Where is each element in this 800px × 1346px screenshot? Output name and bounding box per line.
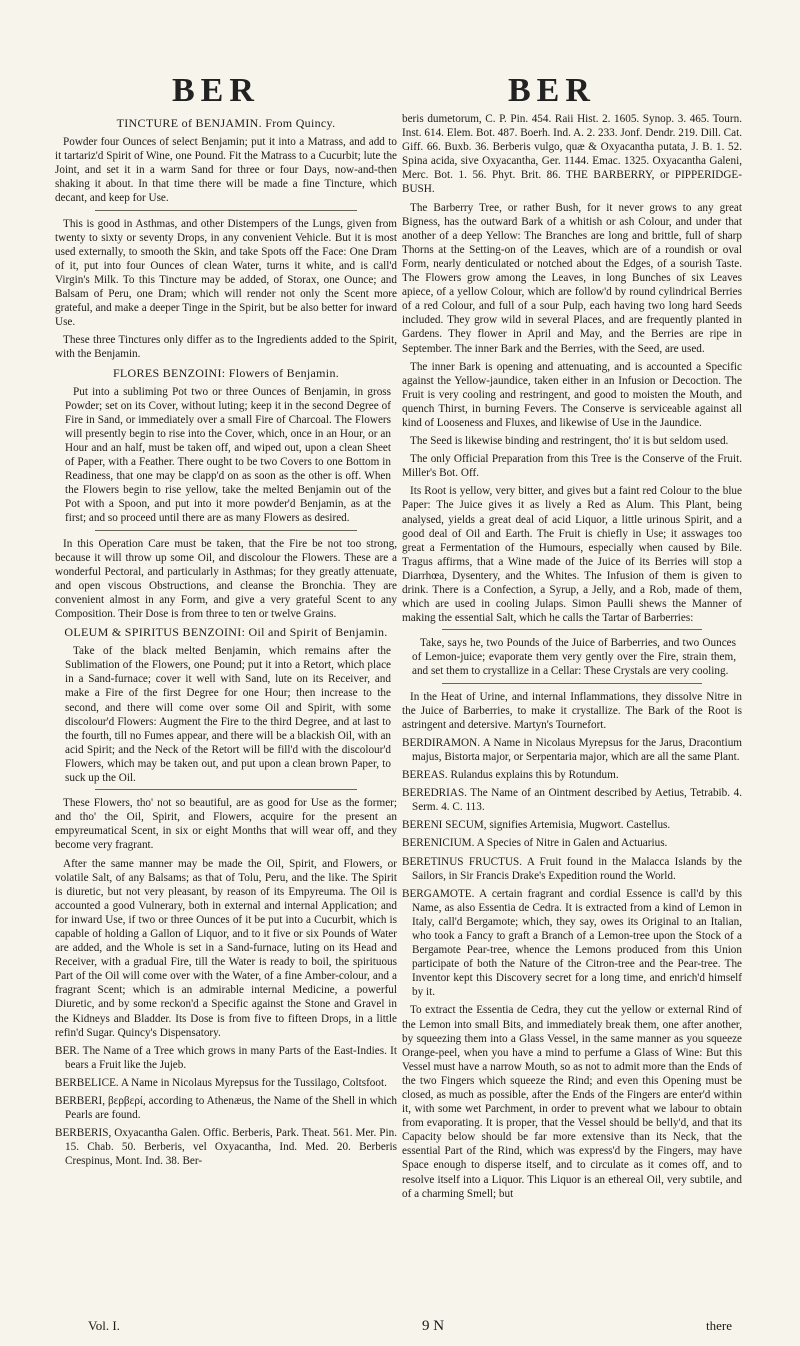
section-rule <box>95 789 357 790</box>
section-heading: OLEUM & SPIRITUS BENZOINI: Oil and Spirit of Benjamin. <box>64 625 388 640</box>
dictionary-entry: BEREAS. Rulandus explains this by Rotundum. <box>402 769 619 782</box>
section-rule <box>442 683 702 684</box>
dictionary-entry: BER. The Name of a Tree which grows in many Parts of the East-Indies. It bears a Fruit like the Jujeb. <box>55 1044 397 1071</box>
dictionary-entry: BERBELICE. A Name in Nicolaus Myrepsus for the Tussilago, Coltsfoot. <box>55 1076 387 1089</box>
continued-paragraph: beris dumetorum, C. P. Pin. 454. Raii Hist. 2. 1605. Synop. 3. 465. Tourn. Inst. 614. Elem. Bot. 487. Boerh. Ind. A. 2. 233. Jonf. Dendr. 219. Dill. Cat. Giff. 66. Buxb. 36. Berberis vulgo, quæ & Oxyacantha putata, J. B. 1. 52. Spina acida, sive Oxyacantha, Ger. 1144. Emac. 1325. Oxyacantha Galeni, Merc. Bot. 1. 56. Phyt. Brit. 86. THE BARBERRY, or PIPPERIDGE-BUSH. <box>402 113 742 196</box>
body-paragraph: Its Root is yellow, very bitter, and gives but a faint red Colour to the blue Paper: The Juice gives it as lively a Red as Alum. This Plant, being analysed, yields a great deal of acid Liquor, a little urinous Spirit, and a good deal of Oil and Earth. The Fruit is chiefly in Use; it asswages too great a Fermentation of the Humours, especially when caused by Bile. Tragus affirms, that a Wine made of the Juice of its Berries will stop a Diarrhœa, Dysentery, and the Whites. The Infusion of them is given to drink. There is a Confection, a Syrup, a Jelly, and a Rob, made of them, which are used in cooling Julaps. Simon Paulli shews the Manner of making the essential Salt, which he calls the Tartar of Barberries: <box>402 485 742 625</box>
dictionary-entry: BEREDRIAS. The Name of an Ointment described by Aetius, Tetrabib. 4. Serm. 4. C. 113. <box>402 787 742 814</box>
body-paragraph: In the Heat of Urine, and internal Inflammations, they dissolve Nitre in the Juice of Barberries, to make it crystallize. The Bark of the Root is astringent and detersive. Martyn's Tournefort. <box>402 690 742 731</box>
volume-label: Vol. I. <box>88 1318 120 1333</box>
section-rule <box>95 530 357 531</box>
body-paragraph: These three Tinctures only differ as to the Ingredients added to the Spirit, with the Benjamin. <box>55 334 397 361</box>
section-heading: TINCTURE of BENJAMIN. From Quincy. <box>116 116 336 130</box>
running-head-left: BER <box>172 72 260 109</box>
body-paragraph: In this Operation Care must be taken, that the Fire be not too strong, because it will throw up some Oil, and discolour the Flowers. These are a wonderful Pectoral, and particularly in Asthmas; for they greatly attenuate, and open viscous Obstructions, and cleanse the Bronchia. They are convenient almost in any Form, and give a very grateful Scent to any Composition. Their Dose is from three to ten or twelve Grains. <box>55 537 397 620</box>
signature-mark: 9 N <box>422 1318 445 1334</box>
dictionary-entry: BERETINUS FRUCTUS. A Fruit found in the Malacca Islands by the Sailors, in Sir Francis Drake's Expedition round the World. <box>402 855 742 882</box>
dictionary-entry: BERBERI, βερβερί, according to Athenæus, the Name of the Shell in which Pearls are found. <box>55 1095 397 1122</box>
recipe-paragraph: Put into a subliming Pot two or three Ounces of Benjamin, in gross Powder; set on its Cover, without luting; keep it in the second Degree of Fire in Sand, or immediately over a small Fire of Charcoal. The Flowers will presently begin to rise into the Cover, which, once in an Hour, or an Hour and an half, must be taken off, and wiped out, upon a clean Sheet of Paper, with a Feather. There ought to be two Covers to one Bottom in Readiness, that one may be clapp'd on as soon as the other is off. When the Flowers begin to rise yellow, take the melted Benjamin out of the Pot with a Spoon, and put into it more powder'd Benjamin, as at the first; and so proceed until there are as many Flowers as desired. <box>65 385 391 525</box>
dictionary-entry: BERBERIS, Oxyacantha Galen. Offic. Berberis, Park. Theat. 561. Mer. Pin. 15. Chab. 50. Berberis, vel Oxyacantha, Ind. Med. 20. Berberis Crespinus, Mont. Ind. 38. Ber- <box>55 1127 397 1168</box>
recipe-paragraph: Take of the black melted Benjamin, which remains after the Sublimation of the Flowers, one Pound; put it into a Retort, which place in a Sand-furnace; cover it well with Sand, lute on its Receiver, and make a Fire of the first Degree for one Hour; then increase to the second, and there will come over some Oil and Spirit, with some discolour'd Flowers: Augment the Fire to the third Degree, and at last to the fourth, till no Fumes appear, and there will be a blackish Oil, with an acid Spirit; and the Neck of the Retort will be fill'd with the discolour'd Flowers, which may be taken out, and put upon a clean brown Paper, to suck up the Oil. <box>65 645 391 785</box>
body-paragraph: To extract the Essentia de Cedra, they cut the yellow or external Rind of the Lemon into small Bits, and immediately break them, one after another, by squeezing them into a Glass Vessel, in the same manner as you squeeze Orange-peel, when you have a mind to perfume a Glass of Wine: But this Vessel must have a narrow Mouth, so as not to admit more than the Ends of the two Fingers which squeeze the Rind; and even this Opening must be closed, as much as possible, after the Ends of the Fingers are enter'd within it, with some wet Parchment, in order to prevent what we labour to obtain from evaporating. It is proper, that the Vessel should be belly'd, and that its Capacity below should be far more extensive than its Neck, that the essential Part of the Rind, which was express'd by the Fingers, may have Space enough to disperse itself, and to circulate as it comes off, and to resolve itself into a Liquor. This Liquor is an ethereal Oil, very subtile, and of a charming Smell; but <box>402 1004 742 1200</box>
body-paragraph: Powder four Ounces of select Benjamin; put it into a Matrass, and add to it tartariz'd Spirit of Wine, one Pound. Fit the Matrass to a Cucurbit; lute the Joint, and set it in a warm Sand for three or four Days, now-and-then shaking it about. In that time there will be made a fine Tincture, which decant, and keep for Use. <box>55 136 397 205</box>
section-heading: FLORES BENZOINI: Flowers of Benjamin. <box>112 365 340 380</box>
section-rule <box>442 629 702 630</box>
body-paragraph: The Barberry Tree, or rather Bush, for it never grows to any great Bigness, has the outward Bark of a whitish or ash Colour, and under that another of a deep Yellow: The Branches are long and brittle, full of sharp Thorns at the Setting-on of the Leaves, which are of a roundish or oval Form, nearly denticulated or notched about the Edges, of a sourish Taste. The Flowers grow among the Leaves, in long Bunches of six Leaves apiece, of a yellow Colour, which are follow'd by round cylindrical Berries of a red Colour, and full of a sour Pulp, each having two long hard Seeds included. They grow wild in several Places, and are frequently planted in Gardens. They flower in April and May, and the Berries are ripe in September. The inner Bark and the Berries, with the Seed, are used. <box>402 201 742 355</box>
dictionary-entry: BERENICIUM. A Species of Nitre in Galen and Actuarius. <box>402 837 668 850</box>
catchword: there <box>706 1318 732 1333</box>
dictionary-entry: BERENI SECUM, signifies Artemisia, Mugwort. Castellus. <box>402 819 671 832</box>
dictionary-entry: BERDIRAMON. A Name in Nicolaus Myrepsus for the Jarus, Dracontium majus, Bistorta major, or Serpentaria major, which are all the same Plant. <box>402 736 742 763</box>
body-paragraph: These Flowers, tho' not so beautiful, are as good for Use as the former; and tho' the Oil, Spirit, and Flowers, acquire for the present an empyreumatical Scent, in six or eight Months that will wear off, and they become very fragrant. <box>55 797 397 852</box>
body-paragraph: The Seed is likewise binding and restringent, tho' it is but seldom used. <box>410 435 729 448</box>
running-head-right: BER <box>508 72 596 109</box>
body-paragraph: This is good in Asthmas, and other Distempers of the Lungs, given from twenty to sixty or seventy Drops, in any convenient Vehicle. But it is most used externally, to smooth the Skin, and take Spots off the Face: One Dram of it, put into four Ounces of clean Water, turns it white, and is call'd Virgin's Milk. To this Tincture may be added, of Storax, one Ounce; and Balsam of Peru, one Dram; which will render not only the Scent more grateful, and make a deeper Tinge in the Spirit, but be also better for inward Use. <box>55 217 397 329</box>
section-rule <box>95 210 357 211</box>
body-paragraph: The inner Bark is opening and attenuating, and is accounted a Specific against the Yellow-jaundice, taken either in an Infusion or Decoction. The Fruit is very cooling and restringent, and good to moisten the Mouth, and quench Thirst, in burning Fevers. The Conserve is serviceable against all kind of Looseness and Fluxes, and likewise of Use in the Jaundice. <box>402 360 742 429</box>
recipe-paragraph: Take, says he, two Pounds of the Juice of Barberries, and two Ounces of Lemon-juice; evaporate them very gently over the Fire, strain them, and set them to crystallize in a Cellar: These Crystals are very cooling. <box>412 637 736 678</box>
left-column <box>55 112 397 1172</box>
body-paragraph: The only Official Preparation from this Tree is the Conserve of the Fruit. Miller's Bot. Off. <box>402 453 742 480</box>
right-column <box>402 112 742 1205</box>
body-paragraph: After the same manner may be made the Oil, Spirit, and Flowers, or volatile Salt, of any Balsams; as that of Tolu, Peru, and the like. The Spirit is diuretic, but not very pleasant, by reason of its Empyreuma. The Oil is accounted a good Vulnerary, both in external and internal Application; and for inward Use, if two or three Ounces of it be put into a Cucurbit, which is capable of holding a Gallon of Liquor, and to it five or six Pounds of Water are added, and the Whole is set in a Sand-furnace, luting on its Head and Receiver, with a gradual Fire, till the Water is ready to boil, the spirituous Part of the Oil will come over with the Water, of a fine Amber-colour, and a fragrant Scent; which is an admirable internal Medicine, a powerful Diuretic, and by some reckon'd a Specific against the Stone and Gravel in the Kidneys and Bladder. Its Dose is from five to fifteen Drops, in a little refin'd Sugar. Quincy's Dispensatory. <box>55 857 397 1039</box>
dictionary-entry: BERGAMOTE. A certain fragrant and cordial Essence is call'd by this Name, as also Essentia de Cedra. It is extracted from a kind of Lemon in Italy, call'd Bergamote; which, they say, owes its Original to an Italian, who took a Fancy to graft a Branch of a Lemon-tree upon the Stock of a Bergamote Pear-tree, whence the Lemons produced from this Union participate of both the Nature of the Citron-tree and the Pear-tree. The Inventor kept this Discovery secret for a long time, and enrich'd himself by it. <box>402 887 742 999</box>
